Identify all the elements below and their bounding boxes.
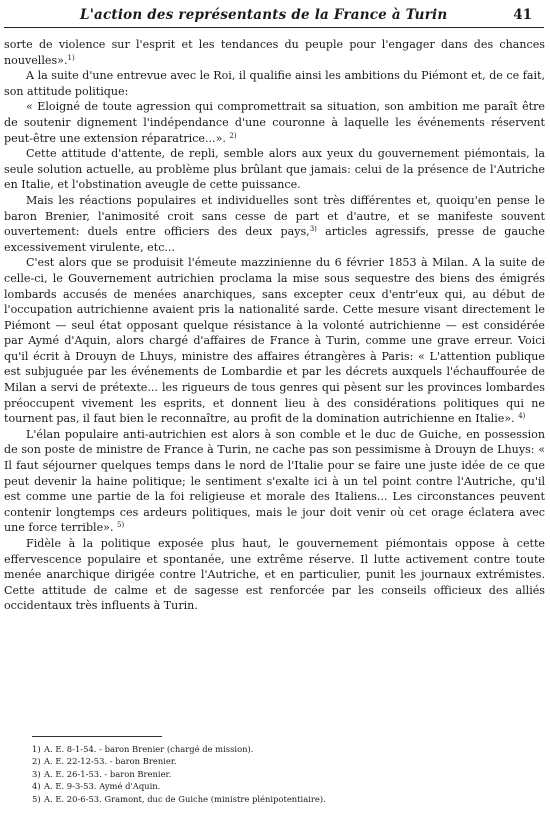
footnote-text: A. E. 20-6-53. Gramont, duc de Guiche (ministre plénipotentiaire). [44, 793, 326, 804]
footnote-divider [32, 736, 162, 737]
paragraph-text: Fidèle à la politique exposée plus haut, le gouvernement piémontais oppose à cette effervescence populaire et spontanée, une extrême réserve. Il lutte activement contre toute menée anarchique dirigée contre l'Autriche, et en particulier, punit les journaux extrémistes. Cette attitude de calme et de sagesse est renforcée par les conseils officieux des alliés occidentaux très influents à Turin. [4, 537, 545, 613]
footnote-ref: 4) [518, 412, 526, 421]
main-text [4, 37, 545, 614]
footnote-text: A. E. 26-1-53. - baron Brenier. [44, 768, 172, 779]
paragraph-text: sorte de violence sur l'esprit et les tendances du peuple pour l'engager dans des chances nouvelles». [4, 38, 545, 67]
paragraph [4, 146, 545, 193]
paragraph [4, 427, 545, 536]
footnote-number: 1) [32, 744, 41, 754]
running-header [4, 7, 544, 28]
footnote-text: A. E. 8-1-54. - baron Brenier (chargé de mission). [44, 744, 254, 754]
paragraph-text: Cette attitude d'attente, de repli, semble alors aux yeux du gouvernement piémontais, la seule solution actuelle, au problème plus brûlant que jamais: celui de la présence de l'Autriche en Italie, et l'obstination aveugle de cette puissance. [4, 147, 545, 192]
paragraph [4, 255, 545, 427]
footnote [32, 755, 512, 767]
footnote-ref: 3) [309, 225, 317, 234]
footnote-text: A. E. 9-3-53. Aymé d'Aquin. [44, 781, 161, 792]
paragraph-text: « Eloigné de toute agression qui compromettrait sa situation, son ambition me paraît être de soutenir dignement l'indépendance d'une couronne à laquelle les événements réservent peut-être une extension réparatrice...». [4, 100, 545, 145]
footnote [32, 768, 512, 780]
paragraph [4, 68, 545, 99]
paragraph-text: articles agressifs, presse de gauche excessivement virulente, etc... [4, 225, 545, 254]
paragraph-text: L'élan populaire anti-autrichien est alors à son comble et le duc de Guiche, en possession de son poste de ministre de France à Turin, ne cache pas son pessimisme à Drouyn de Lhuys: « Il faut séjourner quelques temps dans le nord de l'Italie pour se faire une juste idée de ce que peut devenir la haine politique; le sentiment s'exalte ici à un tel point contre l'Autriche, qu'il est comme une partie de la foi religieuse et morale des Italiens... Les circonstances peuvent contenir longtemps ces ardeurs politiques, mais le jour doit venir où cet orage éclatera avec une force terrible». [4, 427, 545, 535]
footnote-ref: 5) [117, 521, 125, 530]
running-title: L'action des représentants de la France à Turin [80, 7, 448, 23]
footnote [32, 780, 512, 792]
paragraph [4, 536, 545, 614]
footnote-number: 5) [32, 793, 41, 804]
paragraph [4, 99, 545, 146]
paragraph [4, 37, 545, 68]
footnotes [32, 736, 512, 805]
footnote-number: 2) [32, 756, 41, 767]
page-number: 41 [513, 7, 532, 23]
footnote-ref: 1) [67, 53, 75, 62]
paragraph [4, 193, 545, 255]
footnote-number: 4) [32, 781, 41, 792]
footnote [32, 793, 512, 805]
footnote [32, 743, 512, 755]
footnote-number: 3) [32, 768, 41, 779]
footnote-ref: 2) [229, 131, 237, 140]
footnote-text: A. E. 22-12-53. - baron Brenier. [44, 756, 177, 767]
paragraph-text: C'est alors que se produisit l'émeute mazzinienne du 6 février 1853 à Milan. A la suite de celle-ci, le Gouvernement autrichien proclama la mise sous sequestre des biens des émigrés lombards accusés de menées anarchiques, sans excepter ceux d'entr'eux qui, au début de l'occupation autrichienne avaient pris la nationalité sarde. Cette mesure visant directement le Piémont — seul état opposant quelque résistance à la volonté autrichienne — est considérée par Aymé d'Aquin, alors chargé d'affaires de France à Turin, comme une grave erreur. Voici qu'il écrit à Drouyn de Lhuys, ministre des affaires étrangères à Paris: « L'attention publique est subjuguée par les événements de Lombardie et par les décrets auxquels l'échauffourée de Milan a servi de prétexte... les rigueurs de tous genres qui pèsent sur les provinces lombardes préoccupent vivement les esprits, et donnent lieu à des considérations politiques qui ne tournent pas, il faut bien le reconnaître, au profit de la domination autrichienne en Italie». [4, 256, 545, 426]
paragraph-text: A la suite d'une entrevue avec le Roi, il qualifie ainsi les ambitions du Piémont et, de ce fait, son attitude politique: [4, 69, 545, 98]
paragraph-text: Mais les réactions populaires et individuelles sont très différentes et, quoiqu'en pense le baron Brenier, l'animosité croit sans cesse de part et d'autre, et se manifeste souvent ouvertement: duels entre officiers des deux pays, [4, 193, 545, 239]
